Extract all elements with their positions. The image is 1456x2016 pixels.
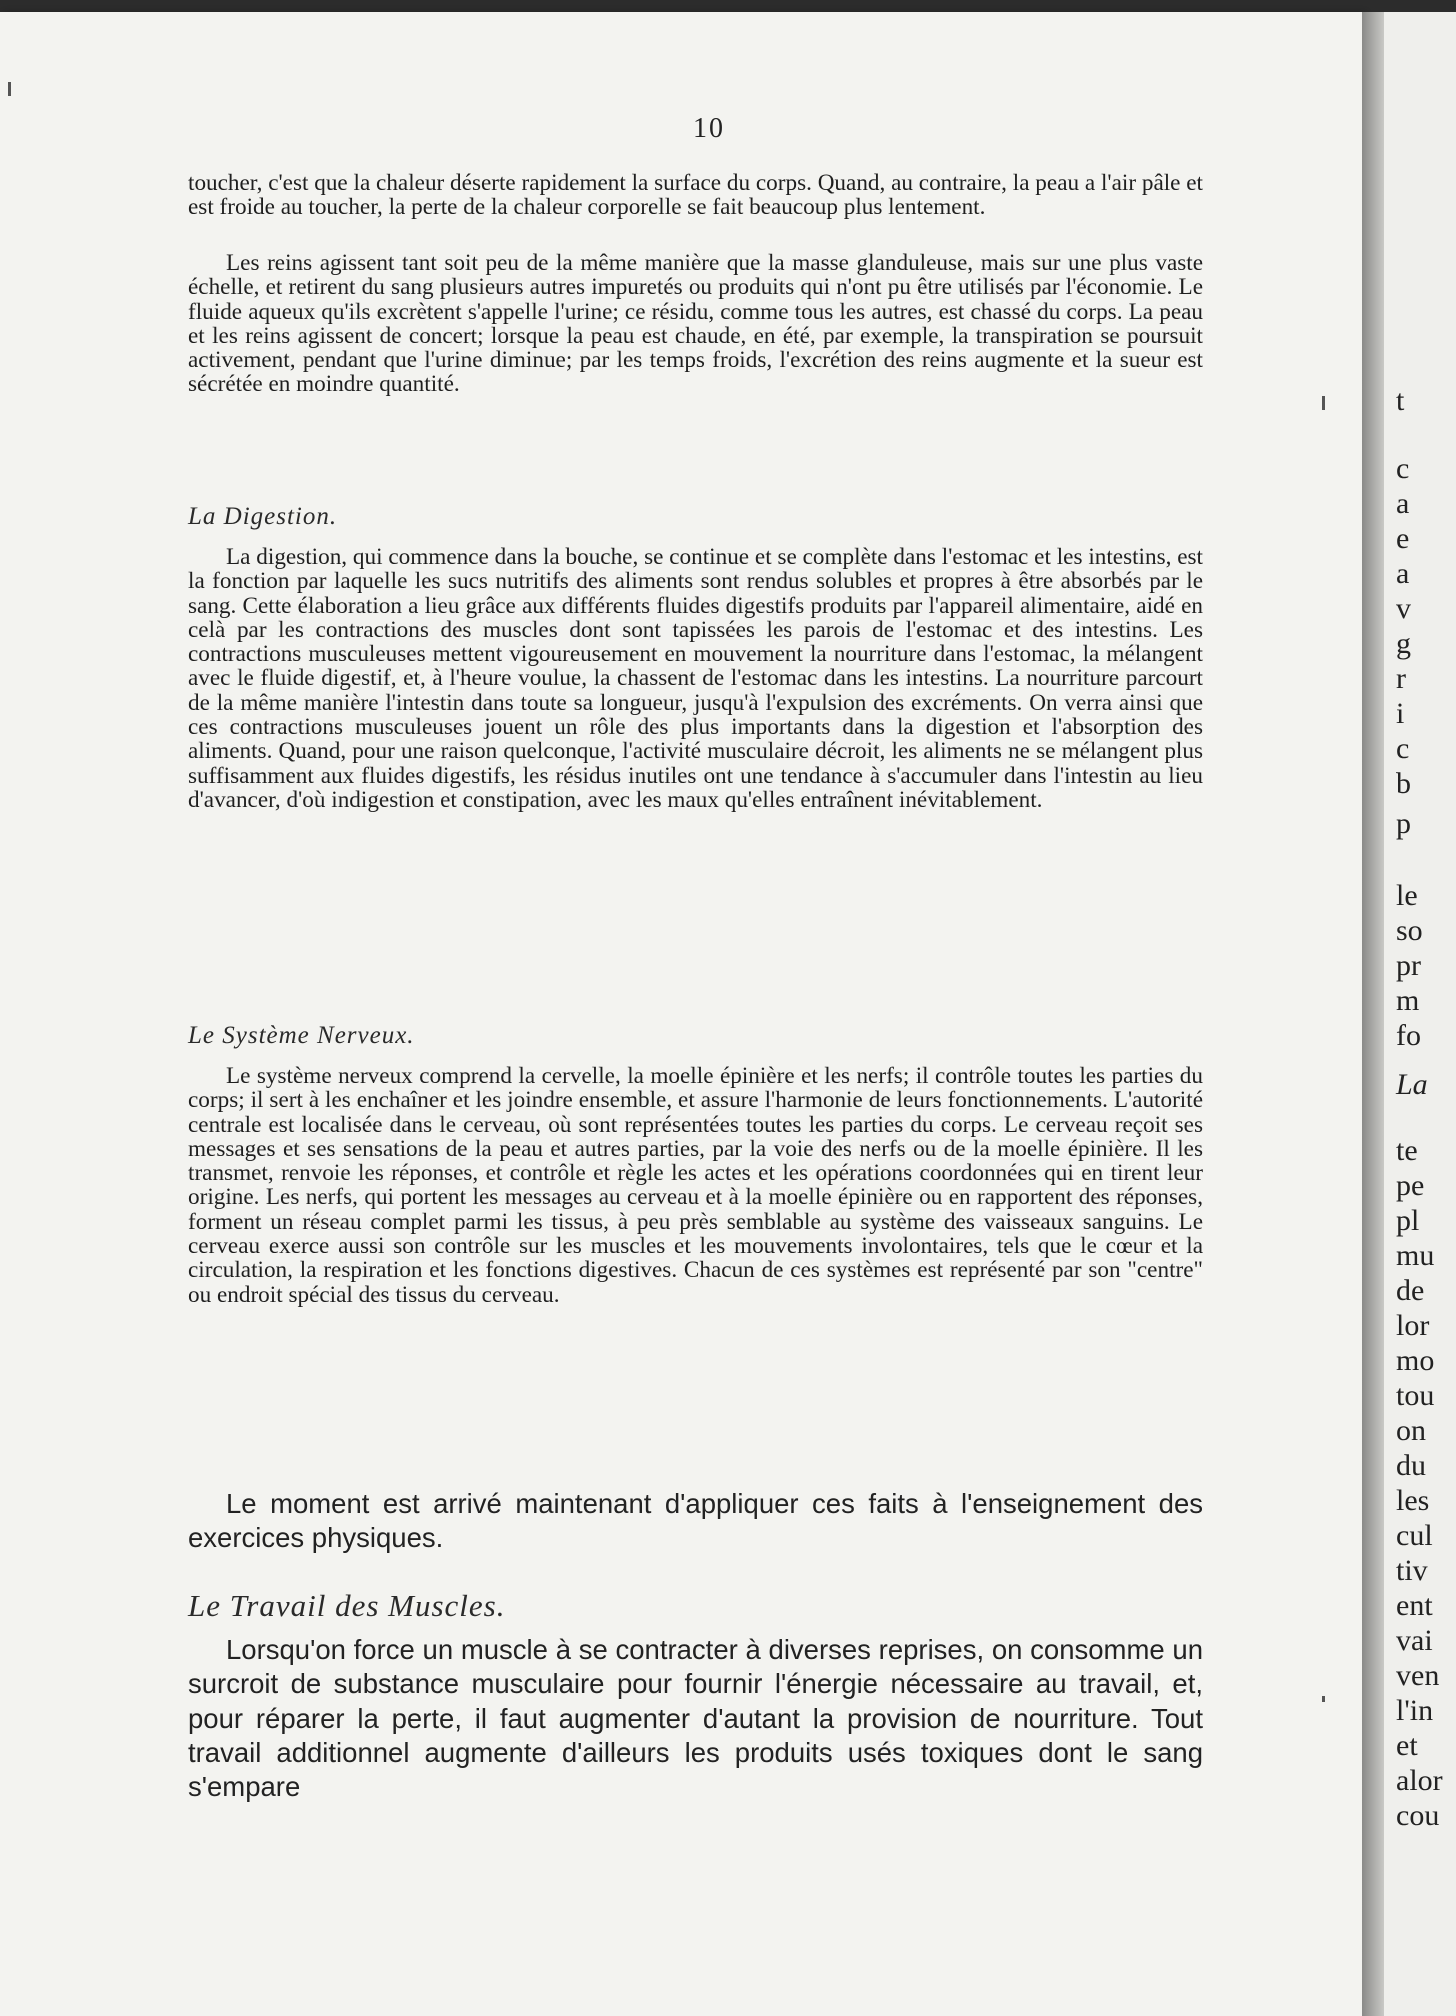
facing-text: du <box>1396 1449 1426 1482</box>
facing-text: tou <box>1396 1379 1435 1412</box>
facing-page-edge <box>1384 12 1456 2016</box>
facing-text: tiv <box>1396 1554 1428 1587</box>
facing-text: et <box>1396 1729 1418 1762</box>
heading-digestion: La Digestion. <box>188 503 338 530</box>
paragraph-travail-muscles <box>188 1633 1203 1804</box>
facing-text: fo <box>1396 1019 1421 1052</box>
facing-text: g <box>1396 627 1411 660</box>
facing-text: La <box>1396 1068 1428 1101</box>
facing-text: pe <box>1396 1169 1425 1202</box>
facing-text: b <box>1396 767 1411 800</box>
facing-text: cul <box>1396 1519 1433 1552</box>
facing-text: ven <box>1396 1659 1440 1692</box>
paragraph-systeme-nerveux <box>188 1064 1203 1307</box>
facing-text: p <box>1396 807 1411 840</box>
facing-text: t <box>1396 384 1405 417</box>
paragraph-text: toucher, c'est que la chaleur déserte rapidement la surface du corps. Quand, au contraire, la peau a l'air pâle et est froide au toucher, la perte de la chaleur corporelle se fait beaucoup plus lentement. <box>188 170 1203 221</box>
facing-text: mu <box>1396 1239 1435 1272</box>
paragraph-text: Le système nerveux comprend la cervelle, la moelle épinière et les nerfs; il contrôle toutes les parties du corps; il sert à les enchaîner et les joindre ensemble, et assure l'harmonie de leurs fonctionnements. L'autorité centrale est localisée dans le cerveau, où sont représentées toutes les parties du corps. Le cerveau reçoit ses messages et ses sensations de la peau et autres parties, par la voie des nerfs ou de la moelle épinière. Il les transmet, renvoie les réponses, et contrôle et règle les actes et les opérations coordonnées qui en tirent leur origine. Les nerfs, qui portent les messages au cerveau et à la moelle épinière ou en rapportent des réponses, forment un réseau complet parmi les tissus, à peu près semblable au système des vaisseaux sanguins. Le cerveau exerce aussi son contrôle sur les muscles et les mouvements involontaires, tels que le cœur et la circulation, la respiration et les fonctions digestives. Chacun de ces systèmes est représenté par son "centre" ou endroit spécial des tissus du cerveau. <box>188 1063 1203 1308</box>
facing-text: lor <box>1396 1309 1430 1342</box>
facing-text: pl <box>1396 1204 1420 1237</box>
paragraph-text: Le moment est arrivé maintenant d'appliquer ces faits à l'enseignement des exercices physiques. <box>188 1488 1203 1554</box>
paragraph-text: Les reins agissent tant soit peu de la même manière que la masse glanduleuse, mais sur une plus vaste échelle, et retirent du sang plusieurs autres impuretés ou produits qui n'ont pu être utilisés par l'économie. Le fluide aqueux qu'ils excrètent s'appelle l'urine; ce résidu, comme tous les autres, est chassé du corps. La peau et les reins agissent de concert; lorsque la peau est chaude, en été, par exemple, la transpiration se poursuit activement, pendant que l'urine diminue; par les temps froids, l'excrétion des reins augmente et la sueur est sécrétée en moindre quantité. <box>188 250 1203 398</box>
facing-text: ent <box>1396 1589 1433 1622</box>
scan-mark <box>8 82 11 96</box>
book-gutter <box>1362 12 1384 2016</box>
facing-text: so <box>1396 914 1423 947</box>
facing-text: les <box>1396 1484 1430 1517</box>
page-number: 10 <box>693 113 725 144</box>
facing-text: a <box>1396 487 1410 520</box>
facing-text: te <box>1396 1134 1418 1167</box>
facing-text: cou <box>1396 1799 1440 1832</box>
paragraph-reins <box>188 251 1203 397</box>
facing-text: mo <box>1396 1344 1435 1377</box>
facing-text: vai <box>1396 1624 1433 1657</box>
facing-text: le <box>1396 879 1418 912</box>
facing-text: alor <box>1396 1764 1443 1797</box>
facing-text: i <box>1396 697 1405 730</box>
heading-travail-muscles: Le Travail des Muscles. <box>188 1588 506 1623</box>
paragraph-peau <box>188 171 1203 220</box>
facing-text: pr <box>1396 949 1421 982</box>
facing-text: l'in <box>1396 1694 1434 1727</box>
paragraph-moment <box>188 1487 1203 1556</box>
scan-mark <box>1322 1696 1325 1702</box>
paragraph-digestion <box>188 545 1203 812</box>
heading-systeme-nerveux: Le Système Nerveux. <box>188 1022 415 1049</box>
facing-text: c <box>1396 732 1410 765</box>
facing-text: e <box>1396 522 1410 555</box>
facing-text: v <box>1396 592 1411 625</box>
facing-text: de <box>1396 1274 1425 1307</box>
facing-text: r <box>1396 662 1406 695</box>
facing-text: m <box>1396 984 1420 1017</box>
scan-mark <box>1322 396 1325 410</box>
paragraph-text: Lorsqu'on force un muscle à se contracter à diverses reprises, on consomme un surcroit de substance musculaire pour fournir l'énergie nécessaire au travail, et, pour réparer la perte, il faut augmenter d'autant la provision de nourriture. Tout travail additionnel augmente d'ailleurs les produits usés toxiques dont le sang s'empare <box>188 1634 1203 1803</box>
facing-text: on <box>1396 1414 1426 1447</box>
facing-text: a <box>1396 557 1410 590</box>
paragraph-text: La digestion, qui commence dans la bouche, se continue et se complète dans l'estomac et les intestins, est la fonction par laquelle les sucs nutritifs des aliments sont rendus solubles et propres à être absorbés par le sang. Cette élaboration a lieu grâce aux différents fluides digestifs produits par l'appareil alimentaire, aidé en celà par les contractions des muscles dont sont tapissées les parois de l'estomac et des intestins. Les contractions musculeuses mettent vigoureusement en mouvement la nourriture dans l'estomac, la mélangent avec le fluide digestif, et, à l'heure voulue, la chassent de l'estomac dans les intestins. La nourriture parcourt de la même manière l'intestin dans toute sa longueur, jusqu'à l'expulsion des excréments. On verra ainsi que ces contractions musculeuses jouent un rôle des plus importants dans la digestion et l'absorption des aliments. Quand, pour une raison quelconque, l'activité musculaire décroit, les aliments ne se mélangent plus suffisamment aux fluides digestifs, les résidus inutiles ont une tendance à s'accumuler dans l'intestin au lieu d'avancer, d'où indigestion et constipation, avec les maux qu'elles entraînent inévitablement. <box>188 544 1203 813</box>
facing-text: c <box>1396 452 1410 485</box>
